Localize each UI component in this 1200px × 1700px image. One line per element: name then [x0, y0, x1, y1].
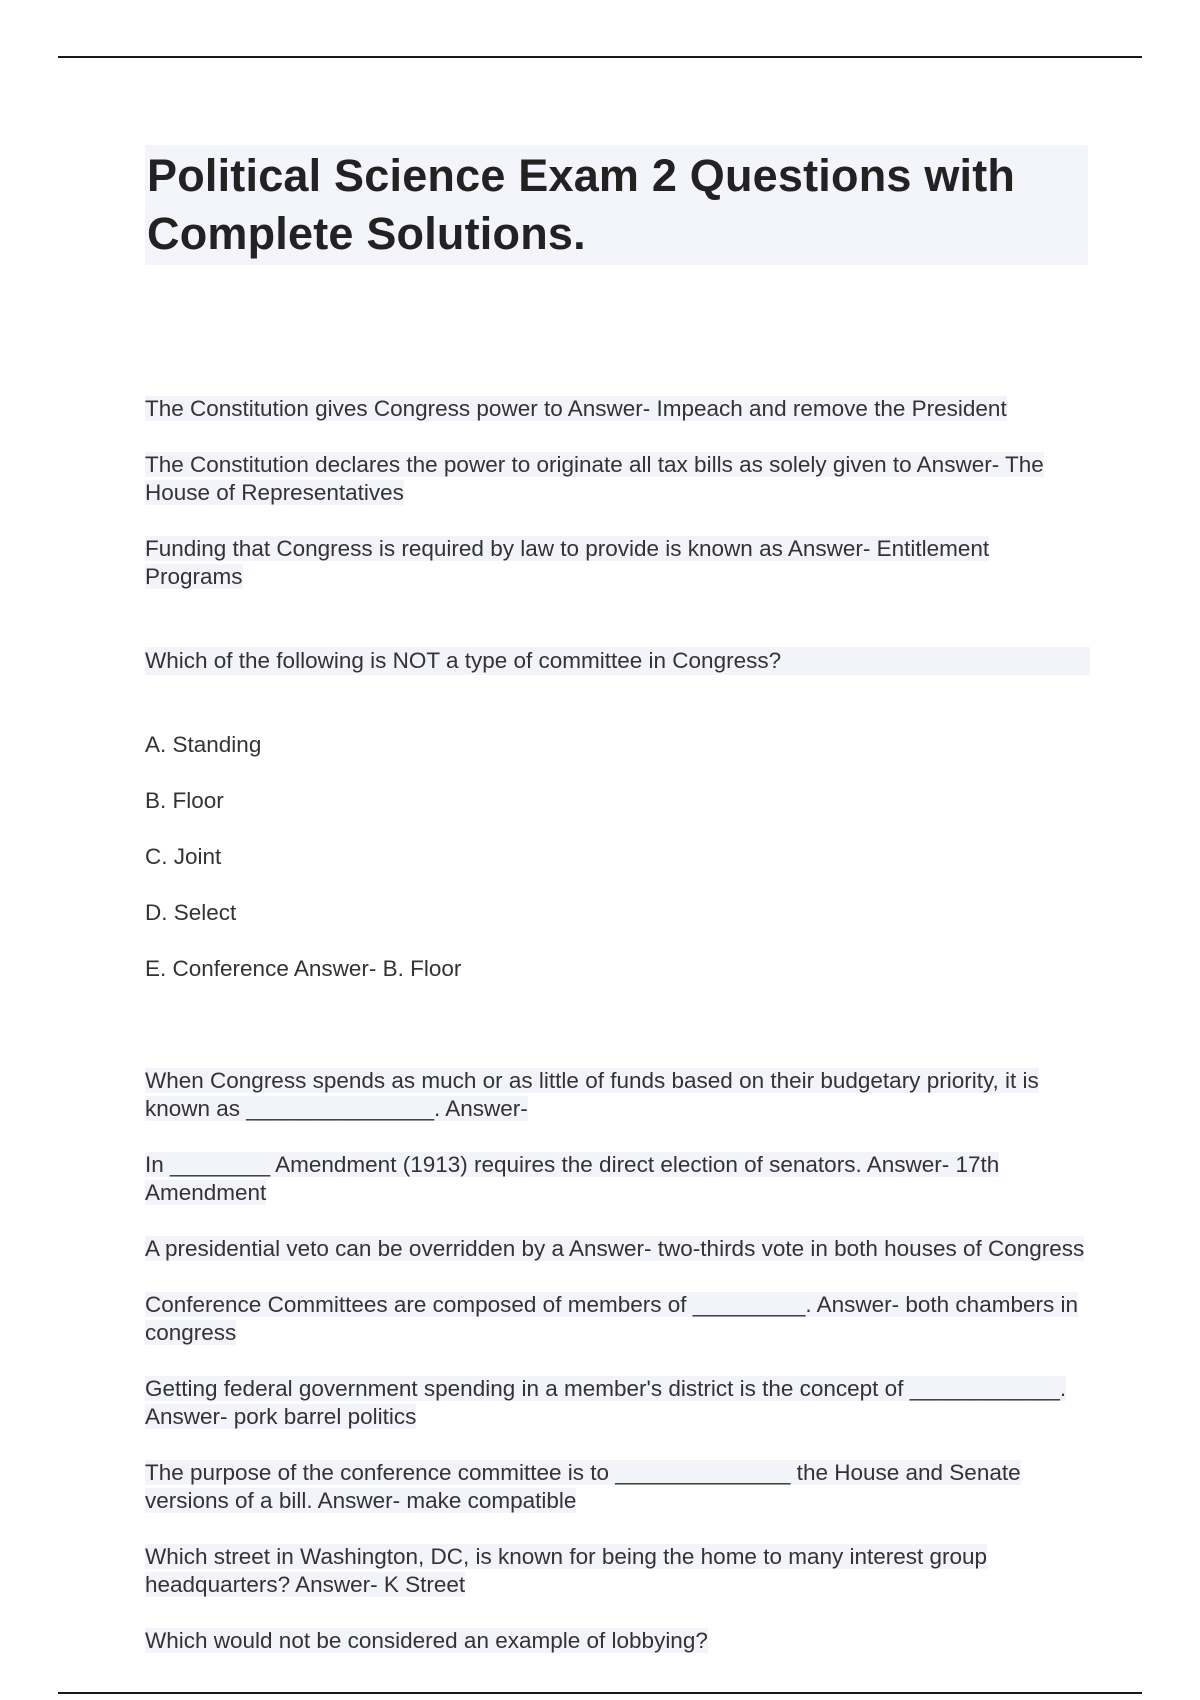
qa-option: C. Joint — [145, 844, 222, 869]
qa-option: B. Floor — [145, 788, 224, 813]
qa-question: Which of the following is NOT a type of committee in Congress? — [145, 647, 1090, 675]
document-title: Political Science Exam 2 Questions with Complete Solutions. — [147, 150, 1016, 259]
qa-text: Which street in Washington, DC, is known for being the home to many interest group headquarters? Answer- K Street — [145, 1544, 988, 1597]
qa-list — [145, 395, 1090, 1683]
qa-item-multiple-choice — [145, 619, 1090, 1039]
qa-item — [145, 1627, 1090, 1655]
bottom-rule — [58, 1692, 1142, 1694]
qa-item — [145, 451, 1090, 507]
top-rule — [58, 56, 1142, 58]
qa-text: The purpose of the conference committee is to ______________ the House and Senate versions of a bill. Answer- make compatible — [145, 1460, 1021, 1513]
qa-item — [145, 535, 1090, 591]
qa-item — [145, 1151, 1090, 1207]
qa-text: Getting federal government spending in a member's district is the concept of ____________. Answer- pork barrel politics — [145, 1376, 1067, 1429]
qa-item — [145, 1375, 1090, 1431]
qa-options — [145, 703, 1090, 1011]
qa-text: Conference Committees are composed of members of _________. Answer- both chambers in congress — [145, 1292, 1078, 1345]
qa-text: When Congress spends as much or as little of funds based on their budgetary priority, it is known as _______________. Answer- — [145, 1068, 1039, 1121]
qa-text: The Constitution gives Congress power to Answer- Impeach and remove the President — [145, 396, 1007, 421]
qa-text: Funding that Congress is required by law to provide is known as Answer- Entitlement Programs — [145, 536, 990, 589]
qa-text: The Constitution declares the power to originate all tax bills as solely given to Answer- The House of Representatives — [145, 452, 1044, 505]
qa-text: In ________ Amendment (1913) requires the direct election of senators. Answer- 17th Amendment — [145, 1152, 1000, 1205]
qa-option: E. Conference Answer- B. Floor — [145, 956, 462, 981]
qa-item — [145, 1291, 1090, 1347]
qa-item — [145, 1543, 1090, 1599]
qa-option: A. Standing — [145, 732, 262, 757]
qa-item — [145, 1067, 1090, 1123]
qa-item — [145, 1235, 1090, 1263]
qa-item — [145, 395, 1090, 423]
qa-option: D. Select — [145, 900, 237, 925]
title-block — [145, 145, 1088, 265]
qa-text: A presidential veto can be overridden by a Answer- two-thirds vote in both houses of Congress — [145, 1236, 1085, 1261]
qa-item — [145, 1459, 1090, 1515]
qa-text: Which would not be considered an example of lobbying? — [145, 1628, 708, 1653]
